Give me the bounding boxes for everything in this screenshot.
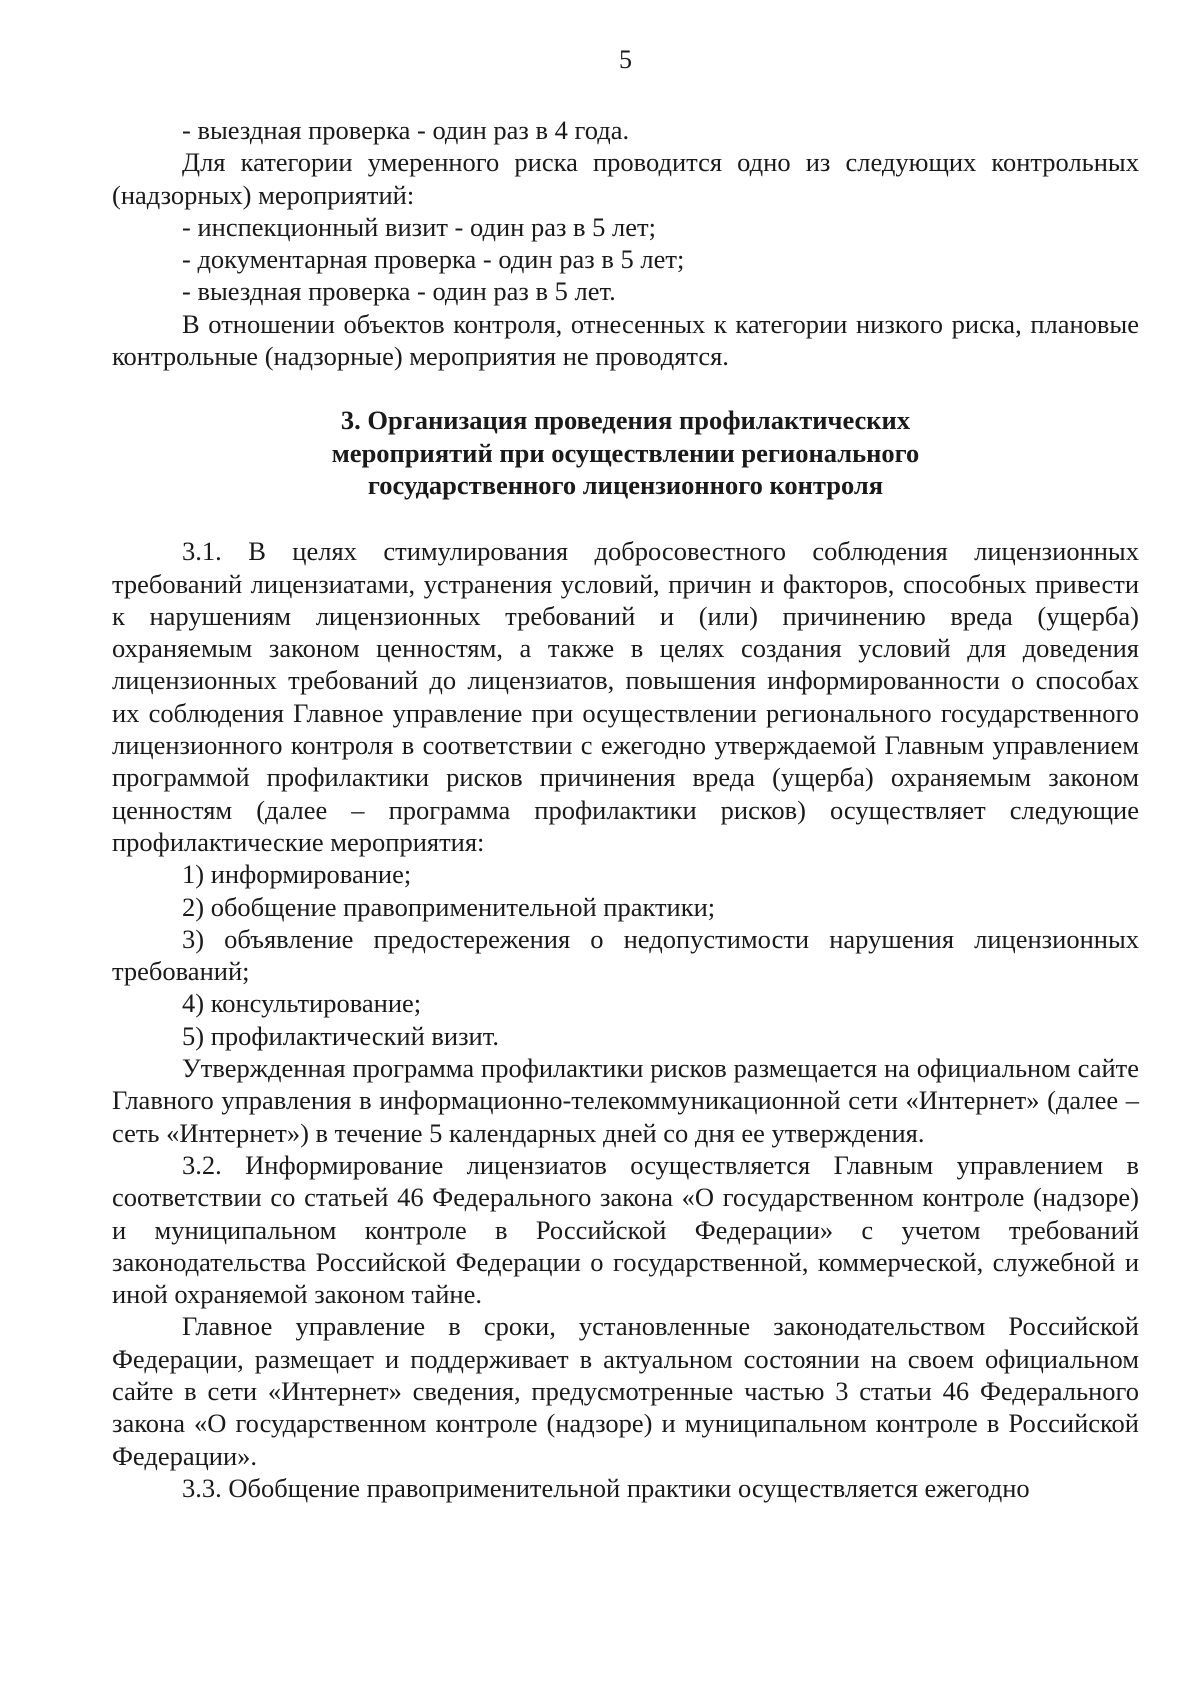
paragraph: В отношении объектов контроля, отнесенных к категории низкого риска, плановые контрольные (надзорные) мероприятия не проводятся. — [112, 308, 1139, 372]
list-item: - выездная проверка - один раз в 4 года. — [182, 115, 630, 145]
paragraph-3-1: 3.1. В целях стимулирования добросовестного соблюдения лицензионных требований лицензиатами, устранения условий, причин и факторов, способных привести к нарушениям лицензионных требований и (или) причинению вреда (ущерба) охраняемым законом ценностям, а также в целях создания условий для доведения лицензионных требований до лицензиатов, повышения информированности о способах их соблюдения Главное управление при осуществлении регионального государственного лицензионного контроля в соответствии с ежегодно утверждаемой Главным управлением программой профилактики рисков причинения вреда (ущерба) охраняемым законом ценностям (далее – программа профилактики рисков) осуществляет следующие профилактические мероприятия: — [112, 536, 1139, 857]
page-number: 5 — [619, 45, 632, 74]
paragraph-3-3: 3.3. Обобщение правоприменительной практики осуществляется ежегодно — [182, 1472, 1030, 1503]
list-item: 4) консультирование; — [182, 988, 422, 1019]
section-heading — [112, 404, 1139, 501]
list-item: 1) информирование; — [182, 859, 412, 890]
section-heading-line: мероприятий при осуществлении регионального — [331, 437, 920, 468]
paragraph: Утвержденная программа профилактики рисков размещается на официальном сайте Главного управления в информационно-телекоммуникационной сети «Интернет» (далее – сеть «Интернет») в течение 5 календарных дней со дня ее утверждения. — [112, 1053, 1139, 1148]
paragraph: Для категории умеренного риска проводится одно из следующих контрольных (надзорных) мероприятий: — [112, 147, 1139, 210]
list-item: 5) профилактический визит. — [182, 1020, 499, 1051]
paragraph: Главное управление в сроки, установленные законодательством Российской Федерации, размещает и поддерживает в актуальном состоянии на своем официальном сайте в сети «Интернет» сведения, предусмотренные частью 3 статьи 46 Федерального закона «О государственном контроле (надзоре) и муниципальном контроле в Российской Федерации». — [112, 1311, 1139, 1471]
list-item: - инспекционный визит - один раз в 5 лет; — [182, 211, 656, 242]
section-heading-line: 3. Организация проведения профилактических — [340, 405, 911, 436]
document-page — [112, 40, 1139, 1504]
list-item: - документарная проверка - один раз в 5 лет; — [182, 244, 685, 275]
paragraph-3-2: 3.2. Информирование лицензиатов осуществляется Главным управлением в соответствии со статьей 46 Федерального закона «О государственном контроле (надзоре) и муниципальном контроле в Российской Федерации» с учетом требований законодательства Российской Федерации о государственной, коммерческой, служебной и иной охраняемой законом тайне. — [112, 1149, 1139, 1310]
section-body — [112, 535, 1139, 1504]
list-item: 3) объявление предостережения о недопустимости нарушения лицензионных требований; — [112, 923, 1139, 987]
list-item: 2) обобщение правоприменительной практики; — [182, 891, 716, 922]
intro-block — [112, 114, 1139, 372]
list-item: - выездная проверка - один раз в 5 лет. — [182, 276, 616, 307]
section-heading-line: государственного лицензионного контроля — [367, 469, 884, 500]
